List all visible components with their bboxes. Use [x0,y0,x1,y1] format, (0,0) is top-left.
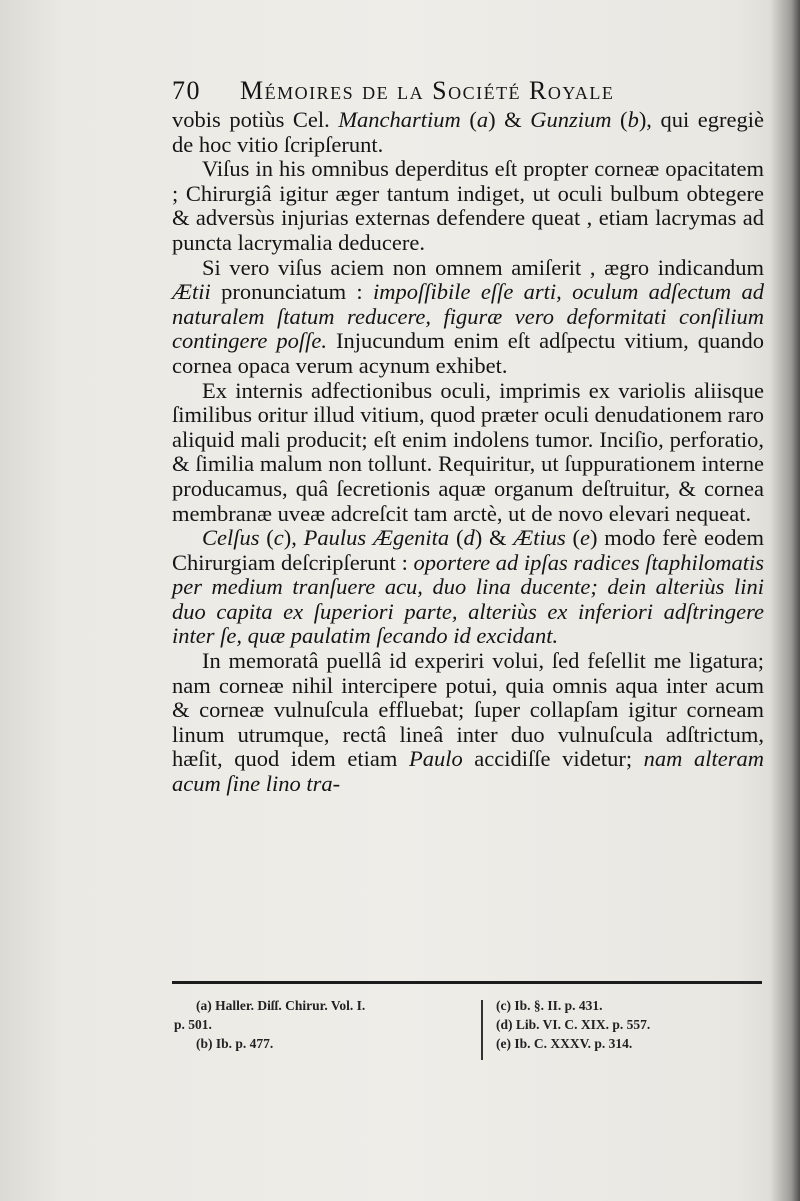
italic-run: Paulo [408,746,463,772]
footnote-e: (e) Ib. C. XXXV. p. 314. [496,1036,633,1051]
text-run: ), qui egregiè de hoc vitio ſcripſerunt. [172,107,764,157]
italic-run: nam alteram acum ſine lino tra- [172,746,765,797]
italic-run: c [273,525,284,551]
paragraph [172,379,764,527]
text-run: ) modo ferè eodem Chirurgiam deſcripſerunt : [172,525,764,575]
text-run: ) & [474,525,514,551]
footnote-rule [172,981,762,984]
text-run: ( [449,525,464,551]
footnote-a-cont: p. 501. [174,1017,212,1032]
italic-run: b [627,107,639,132]
text-run: In memoratâ puellâ id experiri volui, ſed feſellit me ligatura; nam corneæ nihil intercipere potui, quia omnis aqua inter acum & corneæ vulnuſcula effluebat; ſuper collapſam igitur corneam linum utrumque, rectâ lineâ inter duo vulnuſcula adſtrictum, hæſit, quod idem etiam [172,648,764,772]
text-run: Si vero viſus aciem non omnem amiſerit , ægro indicandum [202,254,764,280]
paragraph [172,157,764,255]
paragraph [172,256,764,379]
text-run: ( [565,525,581,551]
page-edge-shadow [770,0,800,1201]
show-through-bleed [20,470,170,500]
italic-run: Ætii [172,279,211,305]
italic-run: Ætius [513,525,566,551]
text-run: ) & [488,107,531,132]
text-run: ( [460,107,477,132]
text-run: pronunciatum : [210,279,373,305]
running-head [172,76,762,110]
text-run: vobis potiùs Cel. [172,107,339,132]
body-text [172,108,764,797]
italic-run: e [580,525,591,551]
italic-run: impoſſibile eſſe arti, oculum adſectum ad naturalem ſtatum reducere, figuræ vero deformitati conſilium contingere poſſe. [172,279,764,354]
italic-run: Manchartium [338,107,461,132]
footnotes-left [174,996,468,1053]
italic-run: d [463,525,475,551]
paragraph [172,526,764,649]
text-run: ( [259,525,274,551]
text-run: accidiſſe videtur; [462,746,644,772]
page-number: 70 [172,76,201,105]
text-run: Viſus in his omnibus deperditus eſt propter corneæ opacitatem ; Chirurgiâ igitur æger tantum indiget, ut oculi bulbum obtegere & adversùs injurias externas defendere queat , etiam lacrymas ad puncta lacrymalia deducere. [172,156,764,255]
italic-run: Gunzium [530,107,612,132]
footnote-b: (b) Ib. p. 477. [196,1036,274,1051]
text-run: ), [283,525,304,551]
text-run: Injucundum enim eſt adſpectu vitium, quando cornea opaca verum acynum exhibet. [172,328,764,378]
footnote-a: (a) Haller. Diſſ. Chirur. Vol. I. [196,998,366,1013]
paragraph [172,108,764,157]
footnotes-right [496,996,766,1053]
text-run: Ex internis adfectionibus oculi, imprimis ex variolis aliisque ſimilibus oritur illud vitium, quod præter oculi denudationem raro aliquid mali producit; eſt enim indolens tumor. Inciſio, perforatio, & ſimilia malum non tollunt. Requiritur, ut ſuppurationem interne producamus, quâ ſecretionis aquæ organum deſtruitur, & cornea membranæ uveæ adcreſcit tam arctè, ut de novo elevari nequeat. [172,377,764,526]
footnote-c: (c) Ib. §. II. p. 431. [496,998,603,1013]
footnote-d: (d) Lib. VI. C. XIX. p. 557. [496,1017,651,1032]
footnote-column-divider [481,1000,483,1060]
italic-run: a [476,107,489,132]
paragraph [172,649,764,797]
italic-run: oportere ad ipſas radices ſtaphilomatis per medium tranſuere acu, duo lina ducente; dein alteriùs lini duo capita ex ſuperiori parte, alteriùs ex inferiori adſtringere inter ſe, quæ paulatim ſecando id excidant. [172,549,764,649]
text-run: ( [611,107,628,132]
header-title: Mémoires de la Société Royale [240,76,615,105]
italic-run: Paulus Ægenita [303,525,450,551]
italic-run: Celſus [202,525,260,551]
